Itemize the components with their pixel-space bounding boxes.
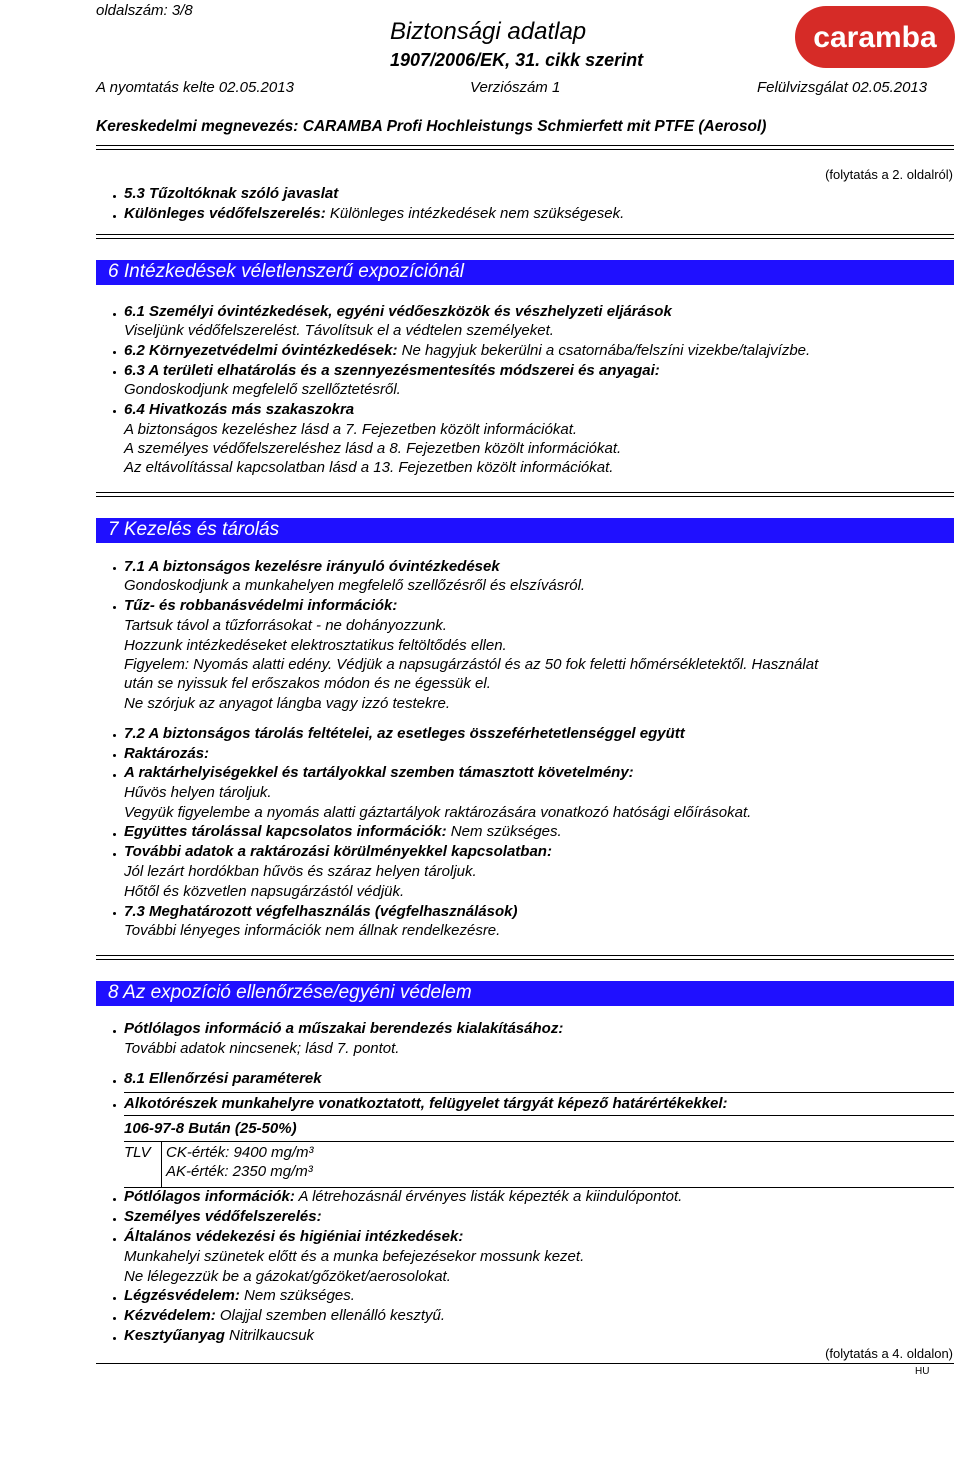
version-number: Verziószám 1 — [470, 79, 561, 96]
s6-4-line1: A biztonságos kezeléshez lásd a 7. Fejezetben közölt információkat. — [124, 421, 578, 438]
s7-joint-storage-label: Együttes tárolással kapcsolatos információk: — [124, 823, 447, 840]
s6-separator — [96, 234, 954, 239]
s6-3-text: Gondoskodjunk megfelelő szellőztetésről. — [124, 381, 401, 398]
s8-hand-protection-text: Olajjal szemben ellenálló kesztyű. — [215, 1307, 445, 1324]
bullet-dot — [113, 1317, 116, 1320]
table-rule — [124, 1092, 954, 1093]
s7-further-line1: Jól lezárt hordókban hűvös és száraz helyen tároljuk. — [124, 863, 477, 880]
s6-2-label: 6.2 Környezetvédelmi óvintézkedések: — [124, 342, 398, 359]
s7-further-storage-heading: További adatok a raktározási körülményekkel kapcsolatban: — [124, 843, 552, 860]
s8-hand-protection — [124, 1307, 445, 1324]
bullet-dot — [113, 351, 116, 354]
s8-1-heading: 8.1 Ellenőrzési paraméterek — [124, 1070, 322, 1087]
bullet-dot — [113, 1198, 116, 1201]
s7-3-heading: 7.3 Meghatározott végfelhasználás (végfelhasználások) — [124, 903, 518, 920]
s8-limits-heading: Alkotórészek munkahelyre vonatkoztatott, felügyelet tárgyát képező határértékekkel: — [124, 1095, 728, 1112]
s8-hygiene-line2: Ne lélegezzük be a gázokat/gőzöket/aerosolokat. — [124, 1268, 451, 1285]
continued-to-note: (folytatás a 4. oldalon) — [825, 1346, 953, 1361]
continued-from-note: (folytatás a 2. oldalról) — [825, 167, 953, 182]
s7-room-line1: Hűvös helyen tároljuk. — [124, 784, 272, 801]
s7-fire-line4: után se nyissuk fel erőszakos módon és ne égessük el. — [124, 675, 491, 692]
s8-hygiene-line1: Munkahelyi szünetek előtt és a munka befejezésekor mossunk kezet. — [124, 1248, 585, 1265]
section-8-bar — [96, 981, 954, 1006]
revision-date: Felülvizsgálat 02.05.2013 — [757, 79, 928, 96]
bullet-dot — [113, 195, 116, 198]
s7-1-heading: 7.1 A biztonságos kezelésre irányuló óvintézkedések — [124, 558, 500, 575]
table-rule — [96, 1363, 954, 1364]
section-6-bar — [96, 260, 954, 285]
document-title: Biztonsági adatlap — [390, 18, 587, 45]
bullet-dot — [113, 606, 116, 609]
regulation-reference: 1907/2006/EK, 31. cikk szerint — [390, 50, 644, 70]
bullet-dot — [113, 567, 116, 570]
bullet-dot — [113, 774, 116, 777]
s7-fire-line3: Figyelem: Nyomás alatti edény. Védjük a napsugárzástól és az 50 fok feletti hőmérsékletektől. Használat — [124, 656, 819, 673]
s8-respiratory — [124, 1287, 355, 1304]
ck-value: CK-érték: 9400 mg/m³ — [166, 1144, 314, 1161]
s8-hand-protection-label: Kézvédelem: — [124, 1307, 216, 1324]
section-7-bar — [96, 518, 954, 543]
s7-fire-line1: Tartsuk távol a tűzforrásokat - ne dohányozzunk. — [124, 617, 447, 634]
tlv-label: TLV — [124, 1144, 151, 1161]
s7-separator — [96, 492, 954, 497]
bullet-dot — [113, 313, 116, 316]
s8-glove-material-label: Kesztyűanyag — [124, 1327, 225, 1344]
bullet-dot — [113, 853, 116, 856]
s8-additional-info-text: A létrehozásnál érvényes listák képezték a kiindulópontot. — [294, 1188, 683, 1205]
s8-separator — [96, 955, 954, 960]
bullet-dot — [113, 734, 116, 737]
bullet-dot — [113, 1297, 116, 1300]
table-rule — [124, 1141, 954, 1142]
bullet-dot — [113, 1238, 116, 1241]
bullet-dot — [113, 410, 116, 413]
s8-technical-text: További adatok nincsenek; lásd 7. pontot. — [124, 1040, 400, 1057]
s7-further-line2: Hőtől és közvetlen napsugárzástól védjük. — [124, 883, 405, 900]
bullet-dot — [113, 1218, 116, 1221]
bullet-dot — [113, 215, 116, 218]
section-7-title: 7 Kezelés és tárolás — [108, 519, 280, 540]
bullet-dot — [113, 1030, 116, 1033]
s8-hygiene-heading: Általános védekezési és higiéniai intézkedések: — [124, 1228, 464, 1245]
s8-respiratory-label: Légzésvédelem: — [124, 1287, 240, 1304]
s5-heading: 5.3 Tűzoltóknak szóló javaslat — [124, 185, 339, 202]
s8-glove-material — [124, 1327, 314, 1344]
table-rule — [124, 1115, 954, 1116]
s5-special-equipment — [124, 205, 624, 222]
s7-storage-heading: Raktározás: — [124, 745, 210, 762]
s7-joint-storage-text: Nem szükséges. — [446, 823, 562, 840]
page-number: oldalszám: 3/8 — [96, 2, 193, 19]
trade-name: Kereskedelmi megnevezés: CARAMBA Profi Hochleistungs Schmierfett mit PTFE (Aerosol) — [96, 118, 767, 135]
s8-ppe-heading: Személyes védőfelszerelés: — [124, 1208, 322, 1225]
s7-2-heading: 7.2 A biztonságos tárolás feltételei, az esetleges összeférhetetlenséggel együtt — [124, 725, 685, 742]
s7-room-line2: Vegyük figyelembe a nyomás alatti gáztartályok raktározására vonatkozó hatósági előírásokat. — [124, 804, 752, 821]
language-code: HU — [915, 1366, 930, 1377]
print-date: A nyomtatás kelte 02.05.2013 — [96, 79, 294, 96]
table-rule — [161, 1141, 162, 1187]
bullet-dot — [113, 833, 116, 836]
section-8-title: 8 Az expozíció ellenőrzése/egyéni védelem — [108, 982, 472, 1003]
ak-value: AK-érték: 2350 mg/m³ — [166, 1163, 313, 1180]
bullet-dot — [113, 371, 116, 374]
bullet-dot — [113, 1080, 116, 1083]
s5-special-equipment-label: Különleges védőfelszerelés: — [124, 205, 326, 222]
s7-room-requirements: A raktárhelyiségekkel és tartályokkal szemben támasztott követelmény: — [124, 764, 634, 781]
s7-joint-storage — [124, 823, 562, 840]
header-separator — [96, 145, 954, 150]
s8-glove-material-text: Nitrilkaucsuk — [224, 1327, 315, 1344]
s8-respiratory-text: Nem szükséges. — [239, 1287, 355, 1304]
s8-additional-info-label: Pótlólagos információk: — [124, 1188, 295, 1205]
section-6-title: 6 Intézkedések véletlenszerű expozíciónál — [108, 261, 464, 282]
s7-fire-line5: Ne szórjuk az anyagot lángba vagy izzó testekre. — [124, 695, 451, 712]
logo-text: caramba — [813, 21, 937, 54]
s6-3-heading: 6.3 A területi elhatárolás és a szennyezésmentesítés módszerei és anyagai: — [124, 362, 660, 379]
s7-3-text: További lényeges információk nem állnak rendelkezésre. — [124, 922, 501, 939]
s6-4-line3: Az eltávolítással kapcsolatban lásd a 13. Fejezetben közölt információkat. — [124, 459, 614, 476]
s7-fire-line2: Hozzunk intézkedéseket elektrosztatikus feltöltődés ellen. — [124, 637, 507, 654]
caramba-logo — [795, 6, 955, 68]
s6-1-text: Viseljünk védőfelszerelést. Távolítsuk el a védtelen személyeket. — [124, 322, 554, 339]
bullet-dot — [113, 754, 116, 757]
bullet-dot — [113, 912, 116, 915]
s7-fire-heading: Tűz- és robbanásvédelmi információk: — [124, 597, 398, 614]
s8-technical-heading: Pótlólagos információ a műszakai berendezés kialakításához: — [124, 1020, 564, 1037]
substance-name: 106-97-8 Bután (25-50%) — [124, 1120, 297, 1137]
bullet-dot — [113, 1104, 116, 1107]
s8-additional-info — [124, 1188, 682, 1205]
s6-2-text: Ne hagyjuk bekerülni a csatornába/felszíni vizekbe/talajvízbe. — [397, 342, 811, 359]
s6-2-line — [124, 342, 810, 359]
bullet-dot — [113, 1337, 116, 1340]
s6-4-heading: 6.4 Hivatkozás más szakaszokra — [124, 401, 355, 418]
s7-1-text: Gondoskodjunk a munkahelyen megfelelő szellőzésről és elszívásról. — [124, 577, 586, 594]
s5-special-equipment-text: Különleges intézkedések nem szükségesek. — [325, 205, 625, 222]
s6-4-line2: A személyes védőfelszereléshez lásd a 8. Fejezetben közölt információkat. — [124, 440, 622, 457]
s6-1-heading: 6.1 Személyi óvintézkedések, egyéni védőeszközök és vészhelyzeti eljárások — [124, 303, 672, 320]
